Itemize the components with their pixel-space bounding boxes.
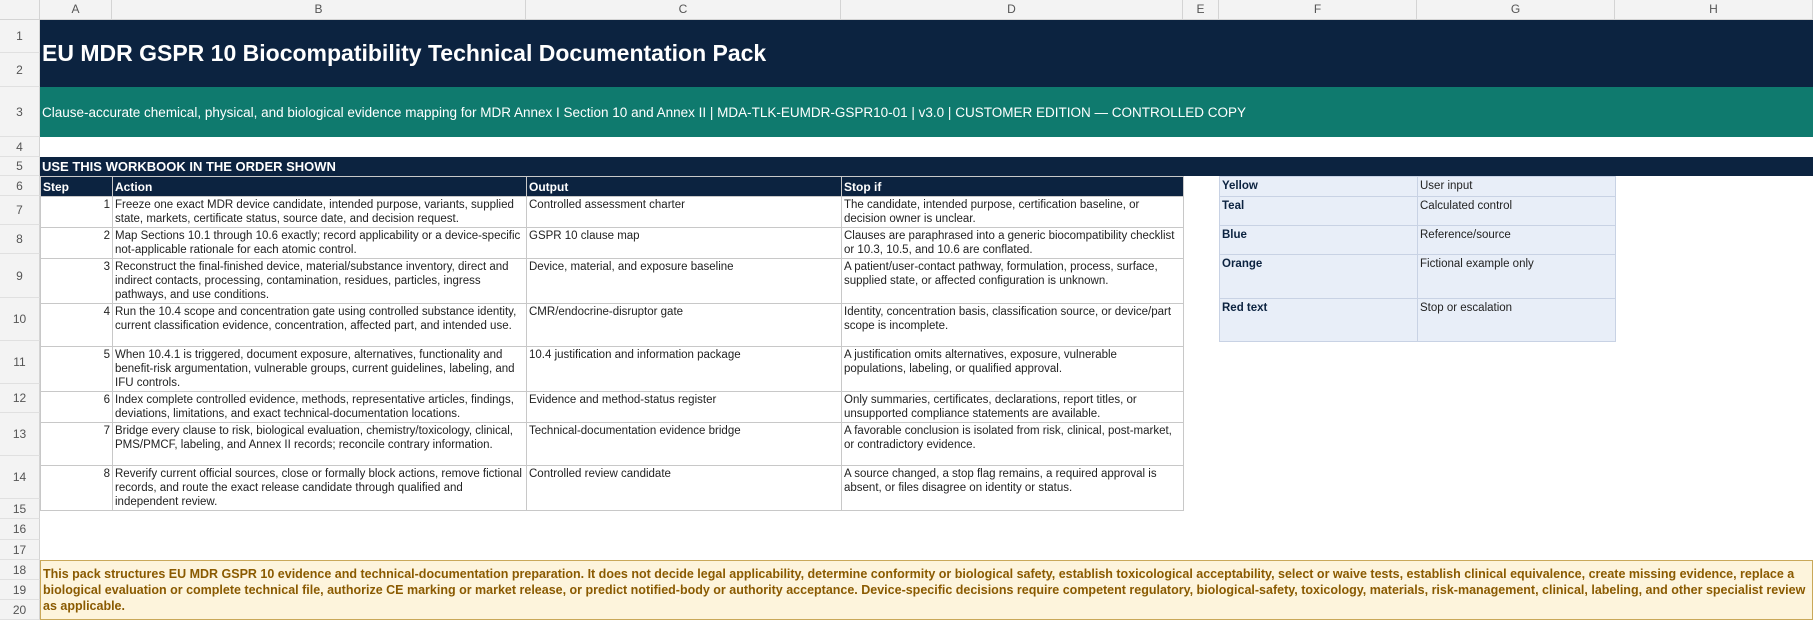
table-row [41, 304, 1184, 347]
step-stop-if[interactable]: Clauses are paraphrased into a generic biocompatibility checklist or 10.3, 10.5, and 10.6 are conflated. [842, 228, 1184, 259]
step-number[interactable]: 4 [41, 304, 113, 347]
step-stop-if[interactable]: A patient/user-contact pathway, formulation, process, surface, supplied state, or affected configuration is unknown. [842, 259, 1184, 304]
column-header-d[interactable]: D [841, 0, 1183, 20]
row-header-3[interactable]: 3 [0, 87, 40, 137]
section-heading[interactable]: USE THIS WORKBOOK IN THE ORDER SHOWN [40, 157, 1813, 176]
legend-meaning[interactable]: Fictional example only [1418, 255, 1616, 299]
header-action[interactable]: Action [113, 177, 527, 197]
steps-table [40, 176, 1184, 511]
row-header-18[interactable]: 18 [0, 560, 40, 580]
row-header-13[interactable]: 13 [0, 413, 40, 456]
table-row [41, 259, 1184, 304]
row-header-12[interactable]: 12 [0, 384, 40, 413]
step-action[interactable]: Reconstruct the final-finished device, material/substance inventory, direct and indirect contacts, processing, contamination, residues, particles, ingress pathways, and use conditions. [113, 259, 527, 304]
legend-meaning[interactable]: Reference/source [1418, 226, 1616, 255]
row-header-14[interactable]: 14 [0, 456, 40, 499]
step-action[interactable]: Run the 10.4 scope and concentration gate using controlled substance identity, current classification evidence, concentration, affected part, and intended use. [113, 304, 527, 347]
step-action[interactable]: Map Sections 10.1 through 10.6 exactly; record applicability or a device-specific not-applicable rationale for each atomic control. [113, 228, 527, 259]
legend-meaning[interactable]: Calculated control [1418, 197, 1616, 226]
pack-title[interactable]: EU MDR GSPR 10 Biocompatibility Technical Documentation Pack [40, 20, 1813, 87]
column-header-f[interactable]: F [1219, 0, 1417, 20]
step-stop-if[interactable]: A favorable conclusion is isolated from risk, clinical, post-market, or contradictory evidence. [842, 423, 1184, 466]
step-action[interactable]: When 10.4.1 is triggered, document exposure, alternatives, functionality and benefit-risk argumentation, vulnerable groups, current guidelines, labeling, and IFU controls. [113, 347, 527, 392]
step-number[interactable]: 5 [41, 347, 113, 392]
step-output[interactable]: Device, material, and exposure baseline [527, 259, 842, 304]
row-header-1[interactable]: 1 [0, 20, 40, 53]
header-stop-if[interactable]: Stop if [842, 177, 1184, 197]
legend-key[interactable]: Teal [1220, 197, 1418, 226]
select-all-corner[interactable] [0, 0, 40, 20]
step-number[interactable]: 8 [41, 466, 113, 511]
column-header-e[interactable]: E [1183, 0, 1219, 20]
row-header-5[interactable]: 5 [0, 157, 40, 176]
step-output[interactable]: CMR/endocrine-disruptor gate [527, 304, 842, 347]
step-action[interactable]: Reverify current official sources, close or formally block actions, remove fictional records, and route the exact release candidate through qualified and independent review. [113, 466, 527, 511]
table-row [41, 466, 1184, 511]
step-action[interactable]: Index complete controlled evidence, methods, representative articles, findings, deviations, limitations, and exact technical-documentation locations. [113, 392, 527, 423]
column-header-h[interactable]: H [1615, 0, 1813, 20]
step-output[interactable]: Technical-documentation evidence bridge [527, 423, 842, 466]
step-number[interactable]: 2 [41, 228, 113, 259]
row-header-8[interactable]: 8 [0, 225, 40, 254]
row-header-9[interactable]: 9 [0, 254, 40, 298]
row-header-10[interactable]: 10 [0, 298, 40, 341]
column-header-b[interactable]: B [112, 0, 526, 20]
step-action[interactable]: Bridge every clause to risk, biological evaluation, chemistry/toxicology, clinical, PMS/PMCF, labeling, and Annex II records; reconcile contrary information. [113, 423, 527, 466]
legend-key[interactable]: Red text [1220, 299, 1418, 342]
table-row [41, 228, 1184, 259]
row-header-11[interactable]: 11 [0, 341, 40, 384]
table-row [41, 423, 1184, 466]
row-header-15[interactable]: 15 [0, 499, 40, 519]
legend-row [1220, 226, 1616, 255]
step-stop-if[interactable]: The candidate, intended purpose, certification baseline, or decision owner is unclear. [842, 197, 1184, 228]
step-number[interactable]: 7 [41, 423, 113, 466]
step-number[interactable]: 6 [41, 392, 113, 423]
legend-meaning[interactable]: Stop or escalation [1418, 299, 1616, 342]
pack-subtitle[interactable]: Clause-accurate chemical, physical, and biological evidence mapping for MDR Annex I Section 10 and Annex II | MDA-TLK-EUMDR-GSPR10-01 | v3.0 | CUSTOMER EDITION — CONTROLLED COPY [40, 87, 1813, 137]
row-header-19[interactable]: 19 [0, 580, 40, 600]
step-output[interactable]: 10.4 justification and information package [527, 347, 842, 392]
row-header-7[interactable]: 7 [0, 196, 40, 225]
row-header-20[interactable]: 20 [0, 600, 40, 620]
step-stop-if[interactable]: A source changed, a stop flag remains, a required approval is absent, or files disagree on identity or status. [842, 466, 1184, 511]
steps-header-row [41, 177, 1184, 197]
step-output[interactable]: Controlled review candidate [527, 466, 842, 511]
header-output[interactable]: Output [527, 177, 842, 197]
legend-key[interactable]: Yellow [1220, 177, 1418, 197]
legend-row [1220, 197, 1616, 226]
step-output[interactable]: GSPR 10 clause map [527, 228, 842, 259]
table-row [41, 347, 1184, 392]
step-output[interactable]: Evidence and method-status register [527, 392, 842, 423]
row-header-2[interactable]: 2 [0, 53, 40, 87]
row-header-4[interactable]: 4 [0, 137, 40, 157]
row-header-6[interactable]: 6 [0, 176, 40, 196]
color-legend [1219, 176, 1616, 342]
column-header-c[interactable]: C [526, 0, 841, 20]
step-stop-if[interactable]: Only summaries, certificates, declarations, report titles, or unsupported compliance statements are available. [842, 392, 1184, 423]
step-stop-if[interactable]: Identity, concentration basis, classification source, or device/part scope is incomplete. [842, 304, 1184, 347]
column-header-g[interactable]: G [1417, 0, 1615, 20]
row-header-17[interactable]: 17 [0, 540, 40, 560]
table-row [41, 392, 1184, 423]
table-row [41, 197, 1184, 228]
row-header-16[interactable]: 16 [0, 519, 40, 540]
column-header-a[interactable]: A [40, 0, 112, 20]
step-number[interactable]: 3 [41, 259, 113, 304]
legend-meaning[interactable]: User input [1418, 177, 1616, 197]
step-output[interactable]: Controlled assessment charter [527, 197, 842, 228]
legend-key[interactable]: Blue [1220, 226, 1418, 255]
step-number[interactable]: 1 [41, 197, 113, 228]
disclaimer-notice[interactable]: This pack structures EU MDR GSPR 10 evidence and technical-documentation preparation. It does not decide legal applicability, determine conformity or biological safety, establish toxicological acceptability, select or waive tests, establish clinical equivalence, create missing evidence, replace a biological evaluation or complete technical file, authorize CE marking or market release, or predict notified-body or authority acceptance. Device-specific decisions require competent regulatory, biological-safety, toxicology, materials, risk-management, clinical, labeling, and other specialist review as applicable. [40, 560, 1813, 620]
header-step[interactable]: Step [41, 177, 113, 197]
legend-row [1220, 177, 1616, 197]
step-stop-if[interactable]: A justification omits alternatives, exposure, vulnerable populations, labeling, or qualified approval. [842, 347, 1184, 392]
legend-key[interactable]: Orange [1220, 255, 1418, 299]
legend-row [1220, 299, 1616, 342]
step-action[interactable]: Freeze one exact MDR device candidate, intended purpose, variants, supplied state, markets, certificate status, source date, and decision request. [113, 197, 527, 228]
legend-row [1220, 255, 1616, 299]
